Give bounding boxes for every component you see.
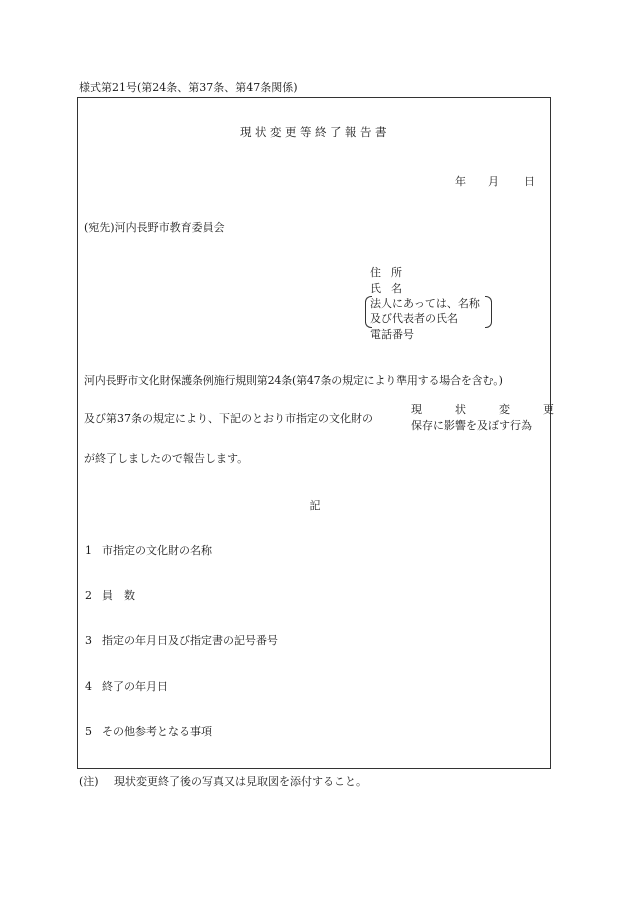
name-label: 氏名 bbox=[370, 282, 412, 295]
footnote-text: 現状変更終了後の写真又は見取図を添付すること。 bbox=[114, 775, 367, 788]
address-label: 住所 bbox=[370, 266, 412, 279]
item-label: その他参考となる事項 bbox=[102, 725, 212, 738]
item-number: 4 bbox=[85, 680, 92, 693]
item-label: 終了の年月日 bbox=[102, 680, 168, 693]
corporate-note-line2: 及び代表者の氏名 bbox=[370, 312, 458, 325]
body-line-1: 河内長野市文化財保護条例施行規則第24条(第47条の規定により準用する場合を含む。) bbox=[84, 374, 503, 387]
item-number: 2 bbox=[85, 589, 92, 602]
form-frame bbox=[77, 97, 551, 769]
date-year-label: 年 bbox=[455, 175, 466, 188]
item-label: 指定の年月日及び指定書の記号番号 bbox=[102, 634, 278, 647]
addressee: (宛先)河内長野市教育委員会 bbox=[84, 221, 225, 234]
date-day-label: 日 bbox=[524, 175, 535, 188]
footnote-marker: (注) bbox=[79, 775, 99, 788]
item-number: 5 bbox=[85, 725, 92, 738]
item-label: 員数 bbox=[102, 589, 146, 602]
bracket-right bbox=[485, 296, 492, 328]
body-line-2: 及び第37条の規定により、下記のとおり市指定の文化財の bbox=[84, 412, 373, 425]
form-number: 様式第21号(第24条、第37条、第47条関係) bbox=[79, 81, 298, 94]
body-line-3: が終了しましたので報告します。 bbox=[84, 452, 249, 465]
corporate-note-line1: 法人にあっては、名称 bbox=[370, 297, 480, 310]
item-number: 1 bbox=[85, 544, 92, 557]
item-label: 市指定の文化財の名称 bbox=[102, 544, 212, 557]
item-number: 3 bbox=[85, 634, 92, 647]
date-month-label: 月 bbox=[488, 175, 499, 188]
document-title: 現状変更等終了報告書 bbox=[240, 125, 390, 139]
option-current-state-change: 現状変更 bbox=[411, 403, 587, 416]
note-heading: 記 bbox=[309, 499, 321, 512]
option-preservation-impact: 保存に影響を及ぼす行為 bbox=[411, 419, 532, 432]
phone-label: 電話番号 bbox=[370, 328, 414, 341]
